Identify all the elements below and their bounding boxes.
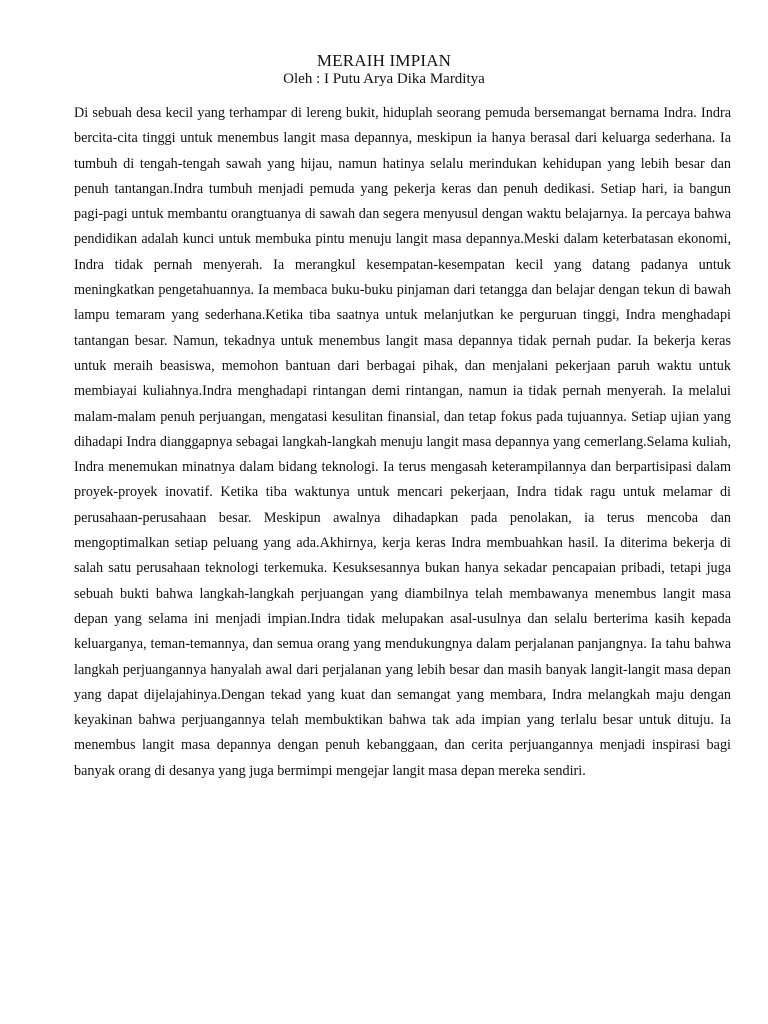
story-paragraph: Di sebuah desa kecil yang terhampar di lereng bukit, hiduplah seorang pemuda bersemangat bernama Indra. Indra bercita-cita tinggi untuk menembus langit masa depannya, meskipun ia hanya berasal dari keluarga sederhana. Ia tumbuh di tengah-tengah sawah yang hijau, namun hatinya selalu merindukan kehidupan yang lebih besar dan penuh tantangan.Indra tumbuh menjadi pemuda yang pekerja keras dan penuh dedikasi. Setiap hari, ia bangun pagi-pagi untuk membantu orangtuanya di sawah dan segera menyusul dengan waktu belajarnya. Ia percaya bahwa pendidikan adalah kunci untuk membuka pintu menuju langit masa depannya.Meski dalam keterbatasan ekonomi, Indra tidak pernah menyerah. Ia merangkul kesempatan-kesempatan kecil yang datang padanya untuk meningkatkan pengetahuannya. Ia membaca buku-buku pinjaman dari tetangga dan belajar dengan tekun di bawah lampu temaram yang sederhana.Ketika tiba saatnya untuk melanjutkan ke perguruan tinggi, Indra menghadapi tantangan besar. Namun, tekadnya untuk menembus langit masa depannya tidak pernah pudar. Ia bekerja keras untuk meraih beasiswa, memohon bantuan dari berbagai pihak, dan menjalani pekerjaan paruh waktu untuk membiayai kuliahnya.Indra menghadapi rintangan demi rintangan, namun ia tidak pernah menyerah. Ia melalui malam-malam penuh perjuangan, mengatasi kesulitan finansial, dan tetap fokus pada tujuannya. Setiap ujian yang dihadapi Indra dianggapnya sebagai langkah-langkah menuju langit masa depannya yang cemerlang.Selama kuliah, Indra menemukan minatnya dalam bidang teknologi. Ia terus mengasah keterampilannya dan berpartisipasi dalam proyek-proyek inovatif. Ketika tiba waktunya untuk mencari pekerjaan, Indra tidak ragu untuk melamar di perusahaan-perusahaan besar. Meskipun awalnya dihadapkan pada penolakan, ia terus mencoba dan mengoptimalkan setiap peluang yang ada.Akhirnya, kerja keras Indra membuahkan hasil. Ia diterima bekerja di salah satu perusahaan teknologi terkemuka. Kesuksesannya bukan hanya sekadar pencapaian pribadi, tetapi juga sebuah bukti bahwa langkah-langkah perjuangan yang diambilnya telah membawanya menembus langit masa depan yang selama ini menjadi impian.Indra tidak melupakan asal-usulnya dan selalu berterima kasih kepada keluarganya, teman-temannya, dan semua orang yang mendukungnya dalam perjalanan panjangnya. Ia tahu bahwa langkah perjuangannya hanyalah awal dari perjalanan yang lebih besar dan masih banyak langit-langit masa depan yang dapat dijelajahinya.Dengan tekad yang kuat dan semangat yang membara, Indra melangkah maju dengan keyakinan bahwa perjuangannya telah membuktikan bahwa tak ada impian yang terlalu besar untuk dituju. Ia menembus langit masa depannya dengan penuh kebanggaan, dan cerita perjuangannya menjadi inspirasi bagi banyak orang di desanya yang juga bermimpi mengejar langit masa depan mereka sendiri. — [74, 105, 731, 779]
document-title: MERAIH IMPIAN — [316, 51, 452, 70]
document-author: Oleh : I Putu Arya Dika Marditya — [283, 71, 485, 87]
